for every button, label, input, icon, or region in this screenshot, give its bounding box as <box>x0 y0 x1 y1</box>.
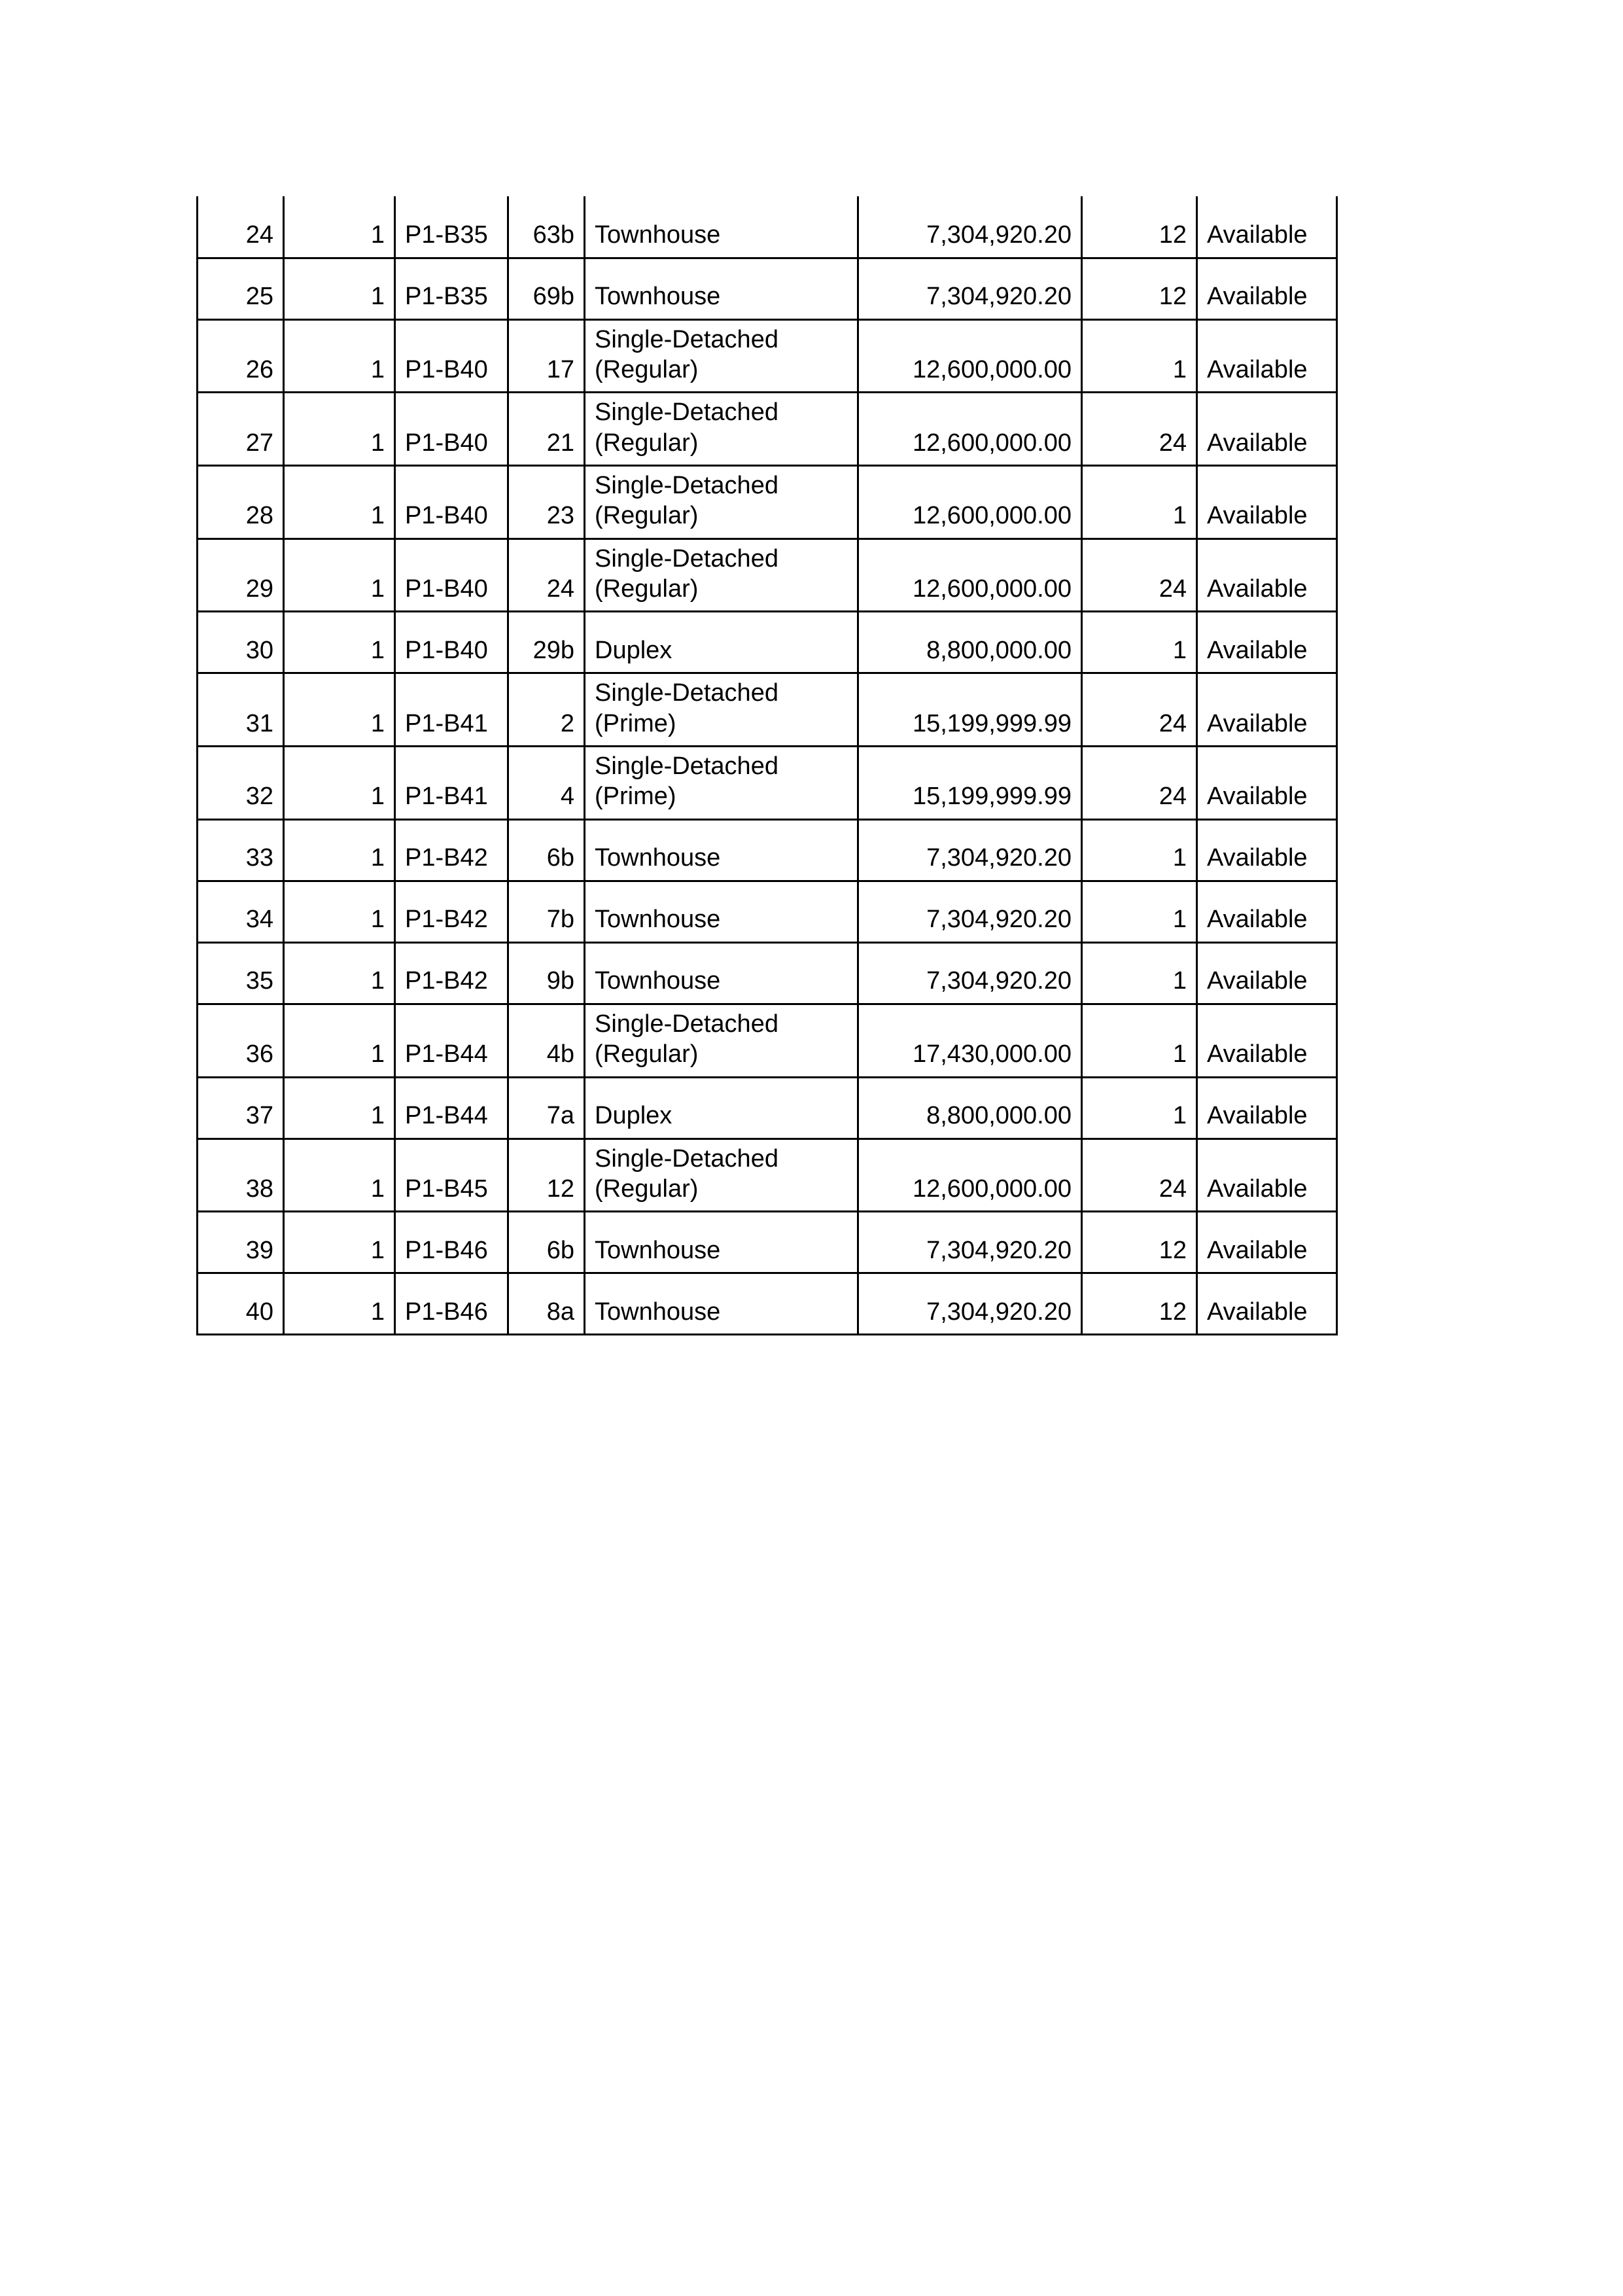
cell-price-text: 7,304,920.20 <box>926 283 1072 311</box>
cell-no <box>198 539 284 612</box>
cell-type-text: Townhouse <box>595 844 721 872</box>
cell-term-text: 24 <box>1159 1174 1187 1203</box>
cell-status <box>1197 612 1337 673</box>
cell-block-text: P1-B40 <box>405 355 488 383</box>
cell-phase-text: 1 <box>370 844 385 872</box>
cell-lot <box>508 612 585 673</box>
cell-price <box>858 196 1082 258</box>
table-row <box>198 1212 1337 1273</box>
cell-block <box>395 1273 508 1335</box>
cell-term <box>1082 465 1197 539</box>
cell-block <box>395 196 508 258</box>
cell-price-text: 15,199,999.99 <box>912 709 1072 737</box>
cell-no <box>198 612 284 673</box>
cell-phase <box>284 1004 395 1077</box>
cell-term-text: 24 <box>1159 709 1187 737</box>
cell-no <box>198 465 284 539</box>
cell-lot <box>508 819 585 881</box>
cell-status <box>1197 539 1337 612</box>
cell-status <box>1197 881 1337 942</box>
cell-price <box>858 393 1082 466</box>
cell-status <box>1197 1139 1337 1212</box>
table-row <box>198 1004 1337 1077</box>
table-body <box>198 196 1337 1335</box>
cell-no-text: 27 <box>245 429 273 457</box>
cell-block <box>395 393 508 466</box>
cell-price-text: 12,600,000.00 <box>912 355 1072 383</box>
cell-term-text: 24 <box>1159 575 1187 603</box>
cell-lot-text: 6b <box>546 1236 574 1264</box>
cell-type <box>585 393 858 466</box>
cell-no-text: 35 <box>245 967 273 995</box>
cell-no-text: 29 <box>245 575 273 603</box>
cell-status-text: Available <box>1207 575 1308 603</box>
cell-phase-text: 1 <box>370 1040 385 1069</box>
cell-status <box>1197 819 1337 881</box>
cell-price-text: 7,304,920.20 <box>926 844 1072 872</box>
cell-phase <box>284 747 395 820</box>
table-row <box>198 942 1337 1004</box>
cell-block <box>395 819 508 881</box>
cell-type-text: Single-Detached (Regular) <box>595 1144 778 1203</box>
cell-price-text: 7,304,920.20 <box>926 1298 1072 1326</box>
cell-term <box>1082 673 1197 747</box>
cell-phase <box>284 819 395 881</box>
table-row <box>198 1139 1337 1212</box>
cell-status-text: Available <box>1207 844 1308 872</box>
cell-term <box>1082 1212 1197 1273</box>
cell-phase <box>284 881 395 942</box>
cell-phase-text: 1 <box>370 1236 385 1264</box>
cell-phase <box>284 393 395 466</box>
cell-type <box>585 673 858 747</box>
cell-block <box>395 258 508 319</box>
cell-type <box>585 942 858 1004</box>
cell-lot-text: 29b <box>532 637 574 665</box>
cell-price <box>858 881 1082 942</box>
cell-type <box>585 747 858 820</box>
cell-price <box>858 673 1082 747</box>
cell-term-text: 12 <box>1159 221 1187 249</box>
cell-block <box>395 942 508 1004</box>
cell-term-text: 1 <box>1172 844 1187 872</box>
cell-price <box>858 612 1082 673</box>
cell-block-text: P1-B46 <box>405 1298 488 1326</box>
cell-no <box>198 319 284 393</box>
cell-lot-text: 6b <box>546 844 574 872</box>
cell-block-text: P1-B44 <box>405 1102 488 1130</box>
cell-lot-text: 7b <box>546 906 574 934</box>
cell-no <box>198 1212 284 1273</box>
table-row <box>198 319 1337 393</box>
cell-term-text: 24 <box>1159 783 1187 811</box>
cell-type-text: Single-Detached (Regular) <box>595 325 778 383</box>
cell-term <box>1082 747 1197 820</box>
cell-no-text: 28 <box>245 502 273 530</box>
cell-term <box>1082 881 1197 942</box>
cell-lot <box>508 881 585 942</box>
cell-price <box>858 465 1082 539</box>
cell-lot-text: 63b <box>532 221 574 249</box>
cell-type-text: Townhouse <box>595 967 721 995</box>
cell-term-text: 1 <box>1172 1102 1187 1130</box>
cell-lot <box>508 258 585 319</box>
cell-phase-text: 1 <box>370 283 385 311</box>
cell-block <box>395 673 508 747</box>
cell-type <box>585 319 858 393</box>
cell-lot <box>508 393 585 466</box>
cell-term <box>1082 319 1197 393</box>
cell-status-text: Available <box>1207 355 1308 383</box>
cell-lot <box>508 1273 585 1335</box>
cell-block-text: P1-B40 <box>405 575 488 603</box>
cell-no-text: 33 <box>245 844 273 872</box>
cell-term <box>1082 1077 1197 1139</box>
cell-term-text: 24 <box>1159 429 1187 457</box>
cell-lot-text: 7a <box>546 1102 574 1130</box>
cell-status-text: Available <box>1207 283 1308 311</box>
cell-lot-text: 12 <box>546 1174 574 1203</box>
table-row <box>198 1273 1337 1335</box>
cell-lot <box>508 1004 585 1077</box>
cell-no-text: 34 <box>245 906 273 934</box>
cell-block <box>395 747 508 820</box>
cell-phase-text: 1 <box>370 575 385 603</box>
cell-price-text: 7,304,920.20 <box>926 906 1072 934</box>
cell-type <box>585 881 858 942</box>
cell-lot <box>508 465 585 539</box>
cell-type <box>585 258 858 319</box>
cell-block <box>395 539 508 612</box>
table-row <box>198 539 1337 612</box>
cell-status-text: Available <box>1207 221 1308 249</box>
cell-term <box>1082 1273 1197 1335</box>
cell-no <box>198 819 284 881</box>
cell-no <box>198 258 284 319</box>
table-row <box>198 258 1337 319</box>
cell-type-text: Duplex <box>595 637 672 665</box>
cell-phase <box>284 465 395 539</box>
cell-no-text: 32 <box>245 783 273 811</box>
cell-price-text: 12,600,000.00 <box>912 1174 1072 1203</box>
table-row <box>198 881 1337 942</box>
cell-price-text: 15,199,999.99 <box>912 783 1072 811</box>
cell-status-text: Available <box>1207 1298 1308 1326</box>
cell-price <box>858 1004 1082 1077</box>
cell-block <box>395 881 508 942</box>
cell-price <box>858 319 1082 393</box>
cell-price-text: 7,304,920.20 <box>926 1236 1072 1264</box>
cell-status <box>1197 1212 1337 1273</box>
cell-type-text: Single-Detached (Regular) <box>595 1010 778 1069</box>
cell-lot <box>508 1139 585 1212</box>
cell-type-text: Single-Detached (Regular) <box>595 398 778 457</box>
cell-status <box>1197 1004 1337 1077</box>
cell-type-text: Townhouse <box>595 283 721 311</box>
cell-type-text: Single-Detached (Regular) <box>595 471 778 530</box>
cell-no <box>198 1273 284 1335</box>
cell-block <box>395 1004 508 1077</box>
cell-no <box>198 1004 284 1077</box>
cell-status <box>1197 319 1337 393</box>
cell-lot-text: 4b <box>546 1040 574 1069</box>
cell-phase-text: 1 <box>370 967 385 995</box>
cell-block-text: P1-B45 <box>405 1174 488 1203</box>
cell-block-text: P1-B42 <box>405 967 488 995</box>
cell-price-text: 7,304,920.20 <box>926 221 1072 249</box>
cell-phase-text: 1 <box>370 1298 385 1326</box>
cell-no-text: 31 <box>245 709 273 737</box>
cell-term-text: 1 <box>1172 906 1187 934</box>
cell-lot <box>508 673 585 747</box>
cell-type-text: Single-Detached (Regular) <box>595 544 778 603</box>
cell-no-text: 37 <box>245 1102 273 1130</box>
cell-type <box>585 465 858 539</box>
cell-type <box>585 1273 858 1335</box>
cell-status <box>1197 942 1337 1004</box>
cell-block-text: P1-B40 <box>405 429 488 457</box>
cell-block-text: P1-B41 <box>405 709 488 737</box>
cell-price-text: 8,800,000.00 <box>926 637 1072 665</box>
cell-no <box>198 196 284 258</box>
cell-phase-text: 1 <box>370 502 385 530</box>
cell-block-text: P1-B40 <box>405 502 488 530</box>
cell-term-text: 1 <box>1172 967 1187 995</box>
cell-status-text: Available <box>1207 906 1308 934</box>
cell-block-text: P1-B44 <box>405 1040 488 1069</box>
cell-block <box>395 1077 508 1139</box>
cell-lot <box>508 539 585 612</box>
cell-lot-text: 9b <box>546 967 574 995</box>
cell-phase-text: 1 <box>370 1174 385 1203</box>
cell-phase-text: 1 <box>370 221 385 249</box>
cell-type <box>585 1212 858 1273</box>
cell-phase <box>284 612 395 673</box>
cell-price <box>858 1139 1082 1212</box>
cell-term-text: 1 <box>1172 1040 1187 1069</box>
cell-lot-text: 2 <box>560 709 574 737</box>
cell-no <box>198 942 284 1004</box>
cell-block-text: P1-B41 <box>405 783 488 811</box>
cell-phase <box>284 319 395 393</box>
cell-phase <box>284 1273 395 1335</box>
cell-phase <box>284 942 395 1004</box>
cell-term <box>1082 1139 1197 1212</box>
cell-block <box>395 465 508 539</box>
cell-block <box>395 1139 508 1212</box>
cell-block-text: P1-B42 <box>405 844 488 872</box>
cell-phase <box>284 1077 395 1139</box>
cell-price-text: 12,600,000.00 <box>912 429 1072 457</box>
cell-lot <box>508 196 585 258</box>
cell-lot <box>508 1212 585 1273</box>
cell-price <box>858 747 1082 820</box>
cell-phase <box>284 1212 395 1273</box>
cell-no-text: 39 <box>245 1236 273 1264</box>
cell-term <box>1082 258 1197 319</box>
cell-phase-text: 1 <box>370 709 385 737</box>
cell-term <box>1082 942 1197 1004</box>
cell-block-text: P1-B46 <box>405 1236 488 1264</box>
cell-price <box>858 819 1082 881</box>
cell-term-text: 12 <box>1159 1236 1187 1264</box>
cell-lot-text: 23 <box>546 502 574 530</box>
cell-type-text: Townhouse <box>595 221 721 249</box>
cell-type <box>585 1077 858 1139</box>
cell-price <box>858 539 1082 612</box>
cell-type-text: Single-Detached (Prime) <box>595 679 778 737</box>
cell-term <box>1082 539 1197 612</box>
cell-term-text: 12 <box>1159 1298 1187 1326</box>
cell-status <box>1197 1077 1337 1139</box>
cell-term-text: 1 <box>1172 637 1187 665</box>
cell-type <box>585 1004 858 1077</box>
cell-lot <box>508 942 585 1004</box>
cell-phase <box>284 539 395 612</box>
cell-block-text: P1-B35 <box>405 221 488 249</box>
table-row <box>198 819 1337 881</box>
cell-no-text: 36 <box>245 1040 273 1069</box>
cell-term-text: 12 <box>1159 283 1187 311</box>
cell-no-text: 30 <box>245 637 273 665</box>
cell-price-text: 8,800,000.00 <box>926 1102 1072 1130</box>
cell-price <box>858 1273 1082 1335</box>
cell-status-text: Available <box>1207 637 1308 665</box>
table-row <box>198 196 1337 258</box>
cell-status-text: Available <box>1207 783 1308 811</box>
cell-status <box>1197 1273 1337 1335</box>
cell-price-text: 17,430,000.00 <box>912 1040 1072 1069</box>
cell-price <box>858 1212 1082 1273</box>
cell-phase-text: 1 <box>370 906 385 934</box>
cell-status <box>1197 747 1337 820</box>
cell-type-text: Townhouse <box>595 1236 721 1264</box>
cell-status-text: Available <box>1207 709 1308 737</box>
cell-term-text: 1 <box>1172 355 1187 383</box>
cell-lot <box>508 319 585 393</box>
property-inventory-table <box>196 196 1338 1335</box>
cell-no <box>198 747 284 820</box>
cell-status <box>1197 673 1337 747</box>
cell-phase <box>284 258 395 319</box>
cell-no <box>198 673 284 747</box>
cell-phase-text: 1 <box>370 637 385 665</box>
cell-no <box>198 1077 284 1139</box>
table-row <box>198 393 1337 466</box>
cell-phase-text: 1 <box>370 1102 385 1130</box>
cell-term <box>1082 196 1197 258</box>
table-row <box>198 673 1337 747</box>
cell-type <box>585 196 858 258</box>
cell-lot-text: 4 <box>560 783 574 811</box>
table-row <box>198 747 1337 820</box>
cell-term <box>1082 819 1197 881</box>
cell-type-text: Single-Detached (Prime) <box>595 752 778 811</box>
cell-status-text: Available <box>1207 1174 1308 1203</box>
cell-type <box>585 539 858 612</box>
cell-term-text: 1 <box>1172 502 1187 530</box>
cell-status-text: Available <box>1207 967 1308 995</box>
cell-type-text: Townhouse <box>595 1298 721 1326</box>
cell-block <box>395 1212 508 1273</box>
cell-status-text: Available <box>1207 502 1308 530</box>
table-row <box>198 465 1337 539</box>
cell-phase <box>284 196 395 258</box>
cell-price <box>858 1077 1082 1139</box>
cell-price-text: 12,600,000.00 <box>912 575 1072 603</box>
cell-type-text: Duplex <box>595 1102 672 1130</box>
cell-lot-text: 21 <box>546 429 574 457</box>
cell-no-text: 40 <box>245 1298 273 1326</box>
cell-status <box>1197 465 1337 539</box>
cell-term <box>1082 612 1197 673</box>
cell-phase <box>284 1139 395 1212</box>
cell-lot-text: 69b <box>532 283 574 311</box>
cell-status-text: Available <box>1207 429 1308 457</box>
cell-no-text: 25 <box>245 283 273 311</box>
cell-type <box>585 612 858 673</box>
cell-price <box>858 258 1082 319</box>
cell-lot <box>508 747 585 820</box>
cell-block-text: P1-B40 <box>405 637 488 665</box>
cell-block-text: P1-B35 <box>405 283 488 311</box>
cell-block <box>395 612 508 673</box>
cell-phase-text: 1 <box>370 429 385 457</box>
cell-no-text: 24 <box>245 221 273 249</box>
cell-no-text: 38 <box>245 1174 273 1203</box>
cell-term <box>1082 393 1197 466</box>
cell-phase <box>284 673 395 747</box>
cell-type <box>585 1139 858 1212</box>
cell-status-text: Available <box>1207 1102 1308 1130</box>
cell-no <box>198 1139 284 1212</box>
cell-no <box>198 881 284 942</box>
cell-status <box>1197 196 1337 258</box>
cell-phase-text: 1 <box>370 783 385 811</box>
cell-type-text: Townhouse <box>595 906 721 934</box>
cell-term <box>1082 1004 1197 1077</box>
cell-no-text: 26 <box>245 355 273 383</box>
cell-no <box>198 393 284 466</box>
cell-lot <box>508 1077 585 1139</box>
cell-lot-text: 24 <box>546 575 574 603</box>
cell-block <box>395 319 508 393</box>
cell-type <box>585 819 858 881</box>
cell-block-text: P1-B42 <box>405 906 488 934</box>
cell-lot-text: 17 <box>546 355 574 383</box>
cell-status-text: Available <box>1207 1236 1308 1264</box>
cell-status <box>1197 258 1337 319</box>
table-row <box>198 612 1337 673</box>
cell-phase-text: 1 <box>370 355 385 383</box>
cell-lot-text: 8a <box>546 1298 574 1326</box>
cell-price <box>858 942 1082 1004</box>
cell-status-text: Available <box>1207 1040 1308 1069</box>
cell-status <box>1197 393 1337 466</box>
table-row <box>198 1077 1337 1139</box>
cell-price-text: 7,304,920.20 <box>926 967 1072 995</box>
cell-price-text: 12,600,000.00 <box>912 502 1072 530</box>
